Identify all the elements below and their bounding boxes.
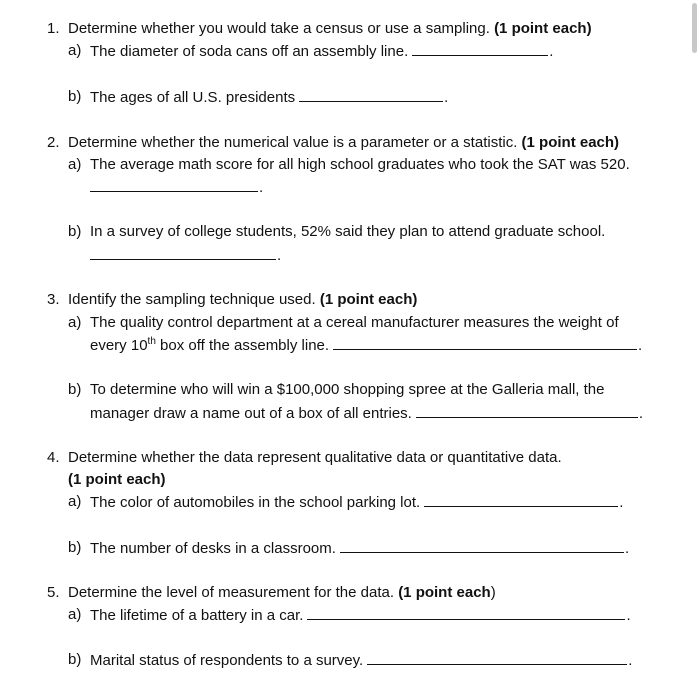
worksheet: 1. Determine whether you would take a census or use a sampling. (1 point each) a) The diameter of soda cans off an assembly line. . b) The ages of all U.S. presidents . 2. Determine whether the numerical value is a parameter or a statistic. (1 point each) a) The average math score for all high school graduates who took the SAT was 520. . b) In a survey of college students, 52% said they plan to attend graduate school. . 3. Identify the sampling technique used. (1 point each) a) The quality control department at a cereal manufacturer measures the weight of every 10th box off the assembly line. . b) To determine who will win a $100,000 shopping spree at the Galleria mall, the manager draw a name out of a box of all entries. . 4. Determine whether the data represent qualitative data or quantitative data. (1 point each) a) The color of automobiles in the school parking lot. . b) The number of desks in a classroom. . 5. Determine the level of measurement for the data. (1 point each) a) The lifetime of a battery in a car. . b) Marital status of respondents to a survey. . xyxy=(0,0,700,687)
item-text: The color of automobiles in the school parking lot. xyxy=(90,494,421,511)
item-letter: a) xyxy=(68,493,82,510)
points-label: (1 point each xyxy=(398,584,491,601)
item-letter: a) xyxy=(68,606,82,623)
question-number: 5. xyxy=(47,584,60,601)
item-letter: a) xyxy=(68,314,82,331)
item-letter: b) xyxy=(68,88,82,105)
item-letter: b) xyxy=(68,539,82,556)
item-text: The quality control department at a cereal manufacturer measures the weight of xyxy=(90,314,619,331)
item-letter: b) xyxy=(68,223,82,240)
item-text: In a survey of college students, 52% said they plan to attend graduate school. xyxy=(90,223,606,240)
item-text: The number of desks in a classroom. xyxy=(90,540,336,557)
question-text: Determine whether the data represent qualitative data or quantitative data. xyxy=(68,449,562,466)
scrollbar[interactable] xyxy=(692,3,697,53)
question-text: Determine the level of measurement for the data. xyxy=(68,584,395,601)
points-label: (1 point each) xyxy=(319,291,418,308)
question-text: Identify the sampling technique used. xyxy=(68,291,316,308)
item-letter: b) xyxy=(68,651,82,668)
points-label: (1 point each) xyxy=(521,134,620,151)
answer-blank[interactable] xyxy=(367,650,627,665)
question-number: 2. xyxy=(47,134,60,151)
question-text: Determine whether the numerical value is a parameter or a statistic. xyxy=(68,134,518,151)
answer-blank[interactable] xyxy=(424,492,618,507)
item-letter: a) xyxy=(68,42,82,59)
points-label: (1 point each) xyxy=(494,20,592,37)
question-number: 3. xyxy=(47,291,60,308)
question-number: 4. xyxy=(47,449,60,466)
item-text: The lifetime of a battery in a car. xyxy=(90,607,304,624)
item-letter: a) xyxy=(68,156,82,173)
item-text: The ages of all U.S. presidents xyxy=(90,89,296,106)
answer-blank[interactable] xyxy=(416,403,638,418)
item-text: The average math score for all high school graduates who took the SAT was 520. xyxy=(90,156,630,173)
answer-blank[interactable] xyxy=(90,177,258,192)
answer-blank[interactable] xyxy=(333,335,637,350)
question-number: 1. xyxy=(47,20,60,37)
points-label: (1 point each) xyxy=(68,471,166,488)
answer-blank[interactable] xyxy=(412,41,548,56)
item-text: The diameter of soda cans off an assembly line. xyxy=(90,43,409,60)
item-letter: b) xyxy=(68,381,82,398)
question-text: Determine whether you would take a census or use a sampling. xyxy=(68,20,490,37)
answer-blank[interactable] xyxy=(340,538,624,553)
answer-blank[interactable] xyxy=(90,245,276,260)
answer-blank[interactable] xyxy=(299,87,443,102)
item-text: Marital status of respondents to a survey. xyxy=(90,652,364,669)
answer-blank[interactable] xyxy=(307,605,625,620)
item-text: To determine who will win a $100,000 shopping spree at the Galleria mall, the xyxy=(90,381,605,398)
